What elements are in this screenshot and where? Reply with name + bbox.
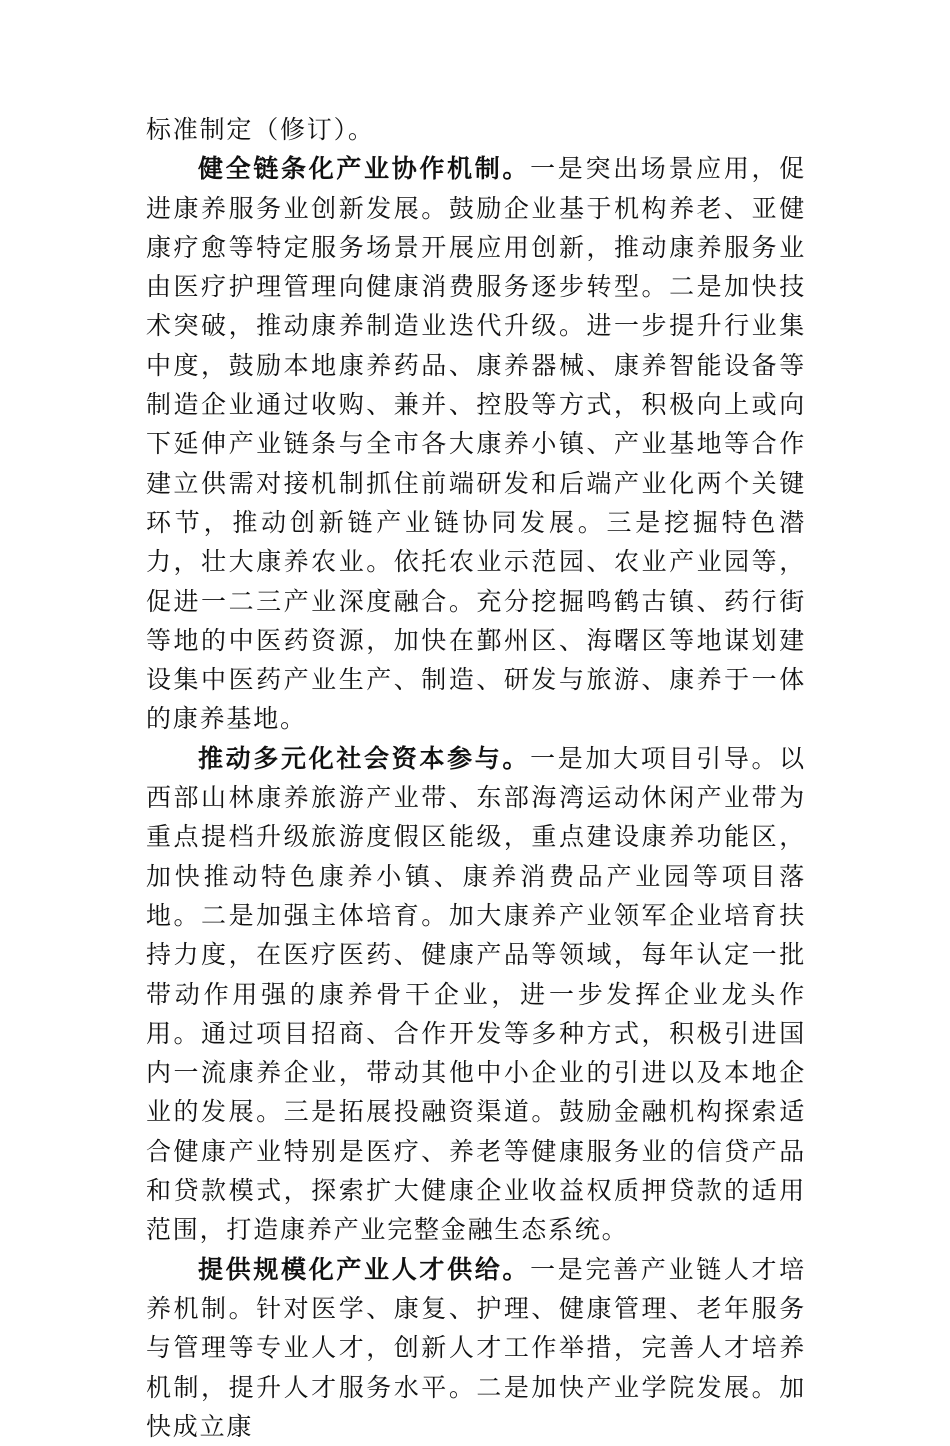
paragraph-text: 标准制定（修订）。 xyxy=(146,115,375,144)
paragraph-heading: 推动多元化社会资本参与。 xyxy=(198,743,531,773)
paragraph-talent-supply xyxy=(146,1250,806,1446)
paragraph-text: 一是加大项目引导。以西部山林康养旅游产业带、东部海湾运动休闲产业带为重点提档升级旅游度假区能级，重点建设康养功能区，加快推动特色康养小镇、康养消费品产业园等项目落地。二是加强主体培育。加大康养产业领军企业培育扶持力度，在医疗医药、健康产品等领域，每年认定一批带动作用强的康养骨干企业，进一步发挥企业龙头作用。通过项目招商、合作开发等多种方式，积极引进国内一流康养企业，带动其他中小企业的引进以及本地企业的发展。三是拓展投融资渠道。鼓励金融机构探索适合健康产业特别是医疗、养老等健康服务业的信贷产品和贷款模式，探索扩大健康企业收益权质押贷款的适用范围，打造康养产业完整金融生态系统。 xyxy=(146,743,806,1245)
paragraph-industry-chain xyxy=(146,149,806,738)
paragraph-text: 一是突出场景应用，促进康养服务业创新发展。鼓励企业基于机构养老、亚健康疗愈等特定服务场景开展应用创新，推动康养服务业由医疗护理管理向健康消费服务逐步转型。二是加快技术突破，推动康养制造业迭代升级。进一步提升行业集中度，鼓励本地康养药品、康养器械、康养智能设备等制造企业通过收购、兼并、控股等方式，积极向上或向下延伸产业链条与全市各大康养小镇、产业基地等合作建立供需对接机制抓住前端研发和后端产业化两个关键环节，推动创新链产业链协同发展。三是挖掘特色潜力，壮大康养农业。依托农业示范园、农业产业园等，促进一二三产业深度融合。充分挖掘鸣鹤古镇、药行街等地的中医药资源，加快在鄞州区、海曙区等地谋划建设集中医药产业生产、制造、研发与旅游、康养于一体的康养基地。 xyxy=(146,154,806,734)
paragraph-heading: 提供规模化产业人才供给。 xyxy=(198,1254,531,1284)
paragraph-continuation xyxy=(146,110,806,149)
paragraph-social-capital xyxy=(146,739,806,1250)
document-body xyxy=(146,110,806,1446)
paragraph-heading: 健全链条化产业协作机制。 xyxy=(198,154,531,184)
paragraph-text: 一是完善产业链人才培养机制。针对医学、康复、护理、健康管理、老年服务与管理等专业人才，创新人才工作举措，完善人才培养机制，提升人才服务水平。二是加快产业学院发展。加快成立康 xyxy=(146,1254,806,1441)
